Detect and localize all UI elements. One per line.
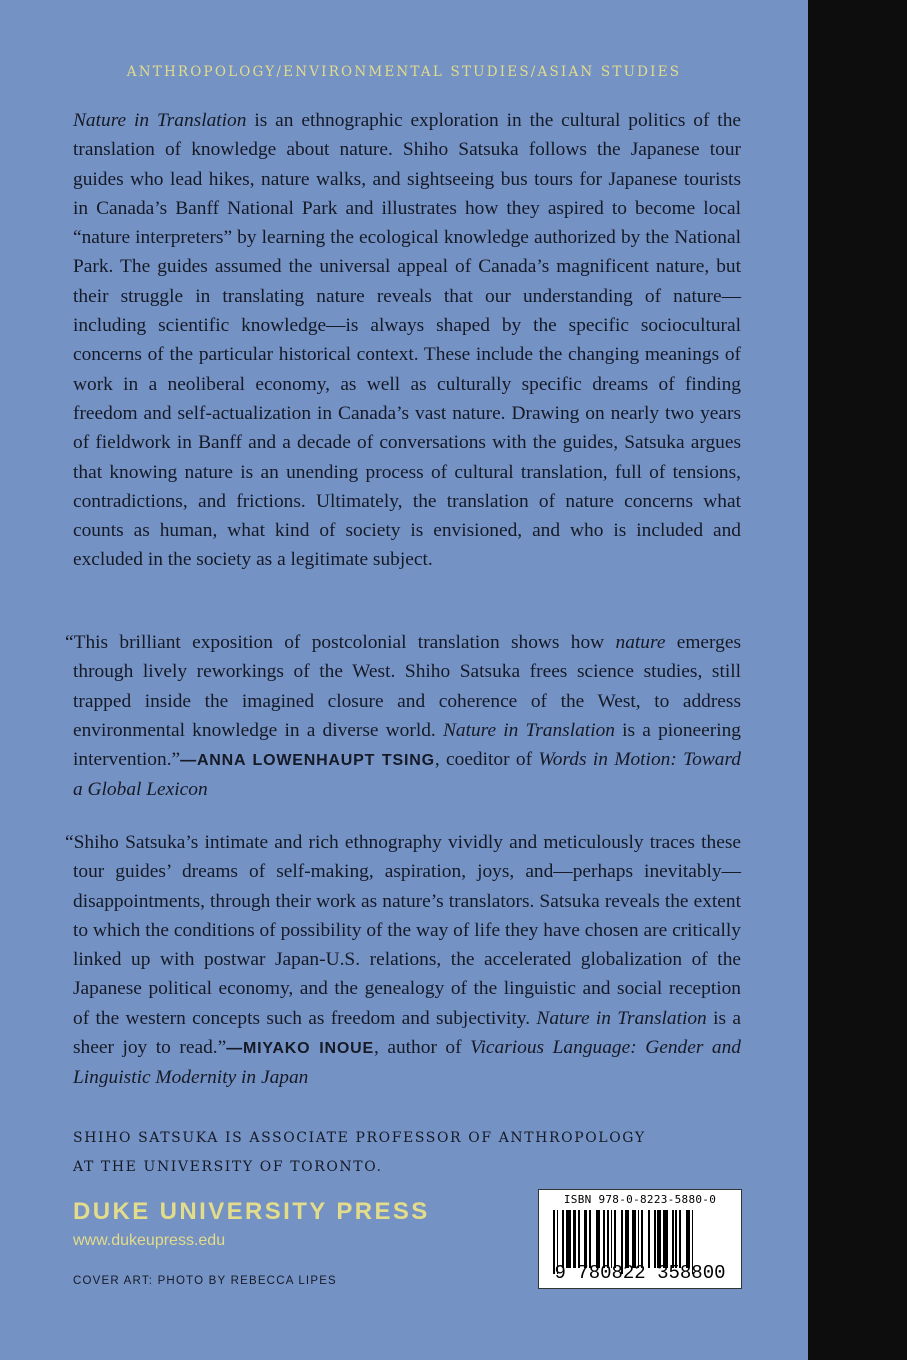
endorsement-inoue <box>65 828 741 1093</box>
quote-text: “Shiho Satsuka’s intimate and rich ethnography vividly and meticulously traces these tour guides’ dreams of self-making, aspiration, joys, and—perhaps inevitably—disappointments, through their work as nature’s translators. Satsuka reveals the extent to which the conditions of possibility of the way of life they have chosen are critically linked up with postwar Japan-U.S. relations, the accelerated globalization of the Japanese political economy, and the genealogy of the linguistic and social reception of the western concepts such as freedom and subjectivity. <box>65 832 741 1029</box>
endorser-book: Vicarious Language: Gender and Linguistic Modernity in Japan <box>73 1037 741 1089</box>
barcode-bar <box>578 1210 580 1268</box>
barcode-bar <box>566 1210 571 1268</box>
barcode-bar <box>596 1210 600 1268</box>
barcode-bar <box>607 1210 609 1268</box>
author-bio <box>73 1124 741 1182</box>
spine-edge <box>808 0 907 1360</box>
barcode-digits: 9 780822 358800 <box>554 1262 726 1284</box>
barcode-bar <box>603 1210 605 1268</box>
quote-italic: nature <box>615 632 666 653</box>
description-title: Nature in Translation <box>73 110 247 131</box>
barcode-bar <box>657 1210 661 1268</box>
quote-text: “This brilliant exposition of postcolonial translation shows how <box>65 632 616 653</box>
barcode-bar <box>611 1210 613 1268</box>
publisher-name: DUKE UNIVERSITY PRESS <box>73 1198 430 1225</box>
barcode-bar <box>663 1210 668 1268</box>
endorser-book: Words in Motion: Toward a Global Lexicon <box>73 749 741 801</box>
endorsement-tsing <box>65 628 741 805</box>
category-heading: ANTHROPOLOGY/ENVIRONMENTAL STUDIES/ASIAN STUDIES <box>126 64 682 80</box>
isbn-label: ISBN 978-0-8223-5880-0 <box>563 1193 717 1206</box>
barcode-bar <box>562 1210 564 1268</box>
barcode-bar <box>641 1210 643 1268</box>
endorser-role: , author of <box>373 1037 471 1059</box>
cover-art-credit: COVER ART: PHOTO BY REBECCA LIPES <box>73 1275 337 1287</box>
barcode-bar <box>648 1210 650 1268</box>
barcode-bar <box>679 1210 681 1268</box>
barcode-bar <box>614 1210 616 1268</box>
barcode-bar <box>573 1210 577 1268</box>
author-bio-line: SHIHO SATSUKA IS ASSOCIATE PROFESSOR OF ANTHROPOLOGY <box>73 1130 646 1146</box>
publisher-url: www.dukeupress.edu <box>73 1232 226 1249</box>
book-description <box>73 106 741 575</box>
barcode-bar <box>589 1210 591 1268</box>
quote-text: emerges through lively reworkings of the West. Shiho Satsuka frees science studies, still trapped inside the imagined closure and coherence of the West, to address environmental knowledge in a diverse world. <box>73 632 741 741</box>
barcode-bar <box>654 1210 656 1268</box>
barcode-bar <box>625 1210 629 1268</box>
endorser-name: —MIYAKO INOUE <box>226 1040 374 1058</box>
quote-italic: Nature in Translation <box>536 1007 707 1029</box>
endorser-role: , coeditor of <box>434 749 539 771</box>
barcode-bar <box>675 1210 677 1268</box>
barcode-bar <box>638 1210 640 1268</box>
barcode-bar <box>584 1210 588 1268</box>
description-text: is an ethnographic exploration in the cultural politics of the translation of knowledge about nature. Shiho Satsuka follows the Japanese tour guides who lead hikes, nature walks, and sightseeing bus tours for Japanese tourists in Canada’s Banff National Park and illustrates how they aspired to become local “nature interpreters” by learning the ecological knowledge authorized by the National Park. The guides assumed the universal appeal of Canada’s magnificent nature, but their struggle in translating nature reveals that our understanding of nature—including scientific knowledge—is always shaped by the specific sociocultural concerns of the particular historical context. These include the changing meanings of work in a neoliberal economy, as well as culturally specific dreams of finding freedom and self-actualization in Canada’s vast nature. Drawing on nearly two years of fieldwork in Banff and a decade of conversations with the guides, Satsuka argues that knowing nature is an unending process of cultural translation, full of tensions, contradictions, and frictions. Ultimately, the translation of nature concerns what counts as human, what kind of society is envisioned, and who is included and excluded in the society as a legitimate subject. <box>73 110 741 571</box>
barcode-bar <box>672 1210 674 1268</box>
endorser-name: —ANNA LOWENHAUPT TSING <box>180 752 435 770</box>
barcode-bars <box>553 1210 735 1270</box>
quote-text: is a sheer joy to read.” <box>73 1007 741 1059</box>
barcode-bar <box>686 1210 690 1268</box>
isbn-barcode <box>538 1189 742 1289</box>
quote-text: is a pioneering intervention.” <box>73 719 741 771</box>
quote-italic: Nature in Translation <box>442 719 615 741</box>
author-bio-line: AT THE UNIVERSITY OF TORONTO. <box>73 1159 383 1175</box>
barcode-bar <box>632 1210 636 1268</box>
